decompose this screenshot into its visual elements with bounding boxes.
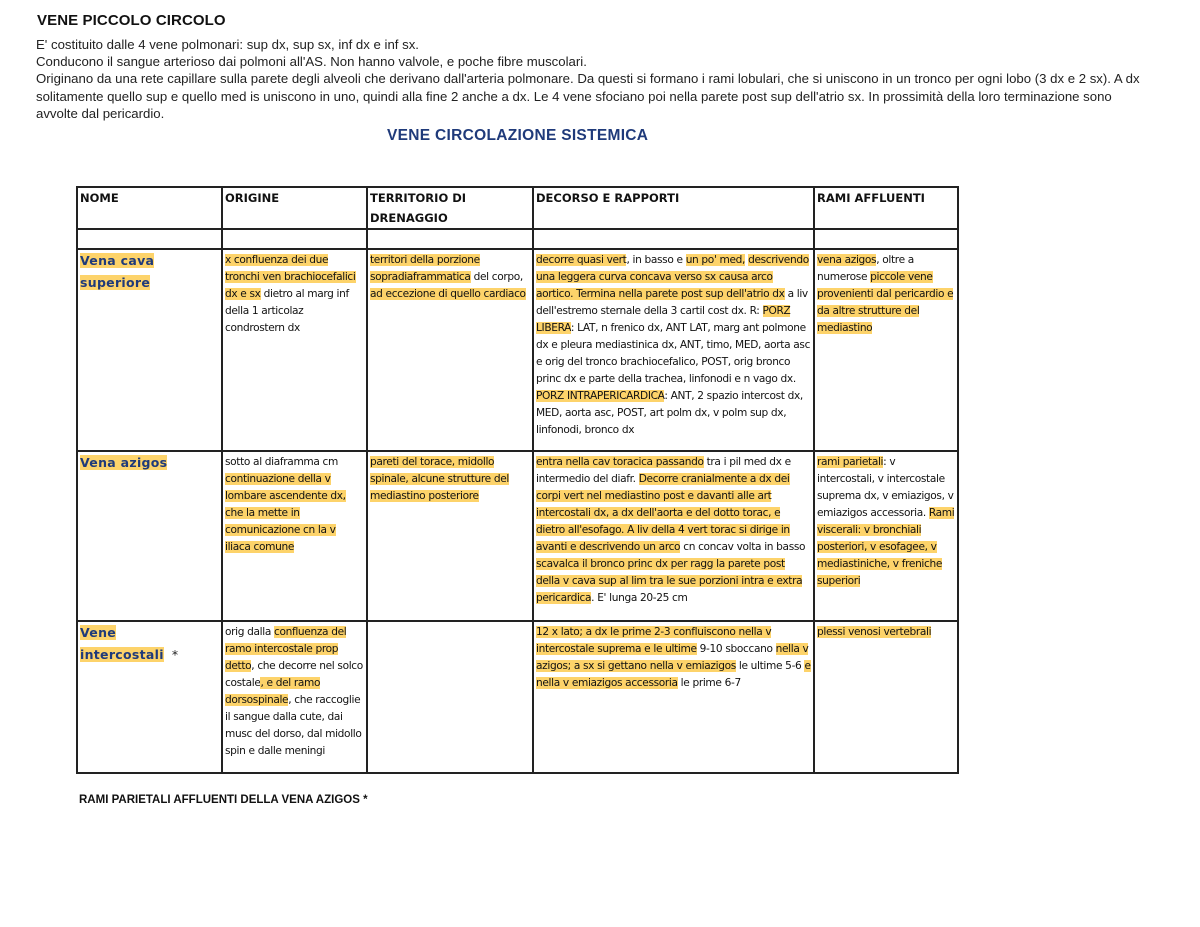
- empty-row: [77, 229, 958, 249]
- empty-cell: [367, 229, 533, 249]
- highlighted-text: x confluenza dei due tronchi ven brachiocefalici dx e sx: [225, 254, 356, 300]
- table-row: [77, 249, 958, 451]
- highlighted-text: ad eccezione di quello cardiaco: [370, 288, 526, 300]
- cell-text: del corpo,: [470, 271, 523, 283]
- cell-text: cn concav volta in basso: [680, 541, 806, 553]
- header-territorio: TERRITORIO DI DRENAGGIO: [367, 187, 533, 229]
- highlighted-text: 12 x lato; a dx le prime 2-3 confluiscono nella v intercostale suprema e le ultime: [536, 626, 772, 655]
- cell-text: . E' lunga 20-25 cm: [591, 592, 688, 604]
- highlighted-text: confluenza del ramo intercostale prop detto: [225, 626, 347, 672]
- intro-line: E' costituito dalle 4 vene polmonari: sup dx, sup sx, inf dx e inf sx.: [36, 37, 419, 52]
- intro-line: Originano da una rete capillare sulla parete degli alveoli che derivano dall'arteria polmonare. Da questi si formano i rami lobulari, che si uniscono in un tronco per ogni lobo (3 dx e 2 sx). A dx solitamente quello sup e quello med is uniscono in uno, quindi alla fine 2 anche a dx. Le 4 vene sfociano poi nella parete post sup dell'atrio sx. In prossimità della loro terminazione sono avvolte dal pericardio.: [36, 71, 1140, 121]
- rami-cell: [814, 451, 958, 621]
- row-name: Vena cava superiore: [80, 253, 155, 290]
- highlighted-text: vena azigos: [817, 254, 877, 266]
- page-title: VENE PICCOLO CIRCOLO: [37, 12, 226, 29]
- header-nome: NOME: [77, 187, 222, 229]
- highlighted-text: scavalca il bronco princ dx per ragg la parete post della v cava sup al lim tra le sue porzioni intra e extra pericardica: [536, 558, 803, 604]
- cell-text: dietro al marg inf della 1 articolaz condrostern dx: [225, 288, 349, 334]
- highlighted-text: descrivendo una leggera curva concava verso sx causa arco aortico. Termina nella parete post sup dell'atrio dx: [536, 254, 809, 300]
- veins-table: [76, 186, 959, 774]
- intro-line: Conducono il sangue arterioso dai polmoni all'AS. Non hanno valvole, e poche fibre muscolari.: [36, 54, 587, 70]
- origine-cell: [222, 249, 367, 451]
- cell-text: : ANT, 2 spazio intercost dx, MED, aorta asc, POST, art polm dx, v polm sup dx, linfonodi, bronco dx: [536, 390, 803, 436]
- cell-text: le ultime 5-6: [735, 660, 805, 672]
- highlighted-text: pareti del torace, midollo spinale, alcune strutture del mediastino posteriore: [370, 456, 509, 502]
- territorio-cell: [367, 451, 533, 621]
- territorio-cell: [367, 249, 533, 451]
- intro-text: [36, 36, 1146, 122]
- highlighted-text: Rami viscerali: v bronchiali posteriori, v esofagee, v mediastiniche, v freniche superiori: [817, 507, 955, 587]
- header-decorso: DECORSO E RAPPORTI: [533, 187, 814, 229]
- origine-cell: [222, 451, 367, 621]
- highlighted-text: entra nella cav toracica passando: [536, 456, 704, 468]
- row-name: Vene intercostali: [80, 625, 164, 662]
- territorio-cell: [367, 621, 533, 773]
- highlighted-text: PORZ INTRAPERICARDICA: [536, 390, 665, 402]
- highlighted-text: , e del ramo dorsospinale: [225, 677, 321, 706]
- cell-text: tra i pil med dx e intermedio del diafr.: [536, 456, 791, 485]
- empty-cell: [222, 229, 367, 249]
- highlighted-text: nella v azigos; a sx si gettano nella v emiazigos: [536, 643, 809, 672]
- cell-text: sotto al diaframma cm: [225, 456, 338, 468]
- empty-cell: [533, 229, 814, 249]
- empty-cell: [77, 229, 222, 249]
- highlighted-text: continuazione della v lombare ascendente dx, che la mette in comunicazione cn la v iliaca comune: [225, 473, 346, 553]
- row-name: Vena azigos: [80, 455, 168, 470]
- row-name-cell: [77, 249, 222, 451]
- decorso-cell: [533, 249, 814, 451]
- header-origine: ORIGINE: [222, 187, 367, 229]
- cell-text: le prime 6-7: [677, 677, 741, 689]
- cell-text: orig dalla: [225, 626, 274, 638]
- header-rami: RAMI AFFLUENTI: [814, 187, 958, 229]
- cell-text: , che decorre nel solco costale: [225, 660, 363, 689]
- row-name-cell: [77, 621, 222, 773]
- cell-text: : LAT, n frenico dx, ANT LAT, marg ant polmone dx e pleura mediastinica dx, ANT, timo, MED, aorta asc e orig del tronco brachiocefalico, POST, orig bronco princ dx e parte della trachea, linfonodi e n vago dx.: [536, 322, 811, 385]
- cell-text: , oltre a numerose: [817, 254, 914, 283]
- decorso-cell: [533, 451, 814, 621]
- row-name-cell: [77, 451, 222, 621]
- footer-heading: RAMI PARIETALI AFFLUENTI DELLA VENA AZIGOS *: [79, 794, 368, 806]
- highlighted-text: rami parietali: [817, 456, 884, 468]
- table-header-row: [77, 187, 958, 229]
- highlighted-text: Decorre cranialmente a dx dei corpi vert nel mediastino post e davanti alle art intercostali dx, a dx dell'aorta e del dotto torac, e dietro all'esofago. A liv della 4 vert torac si dirige in avanti e descrivendo un arco: [536, 473, 790, 553]
- cell-text: a liv dell'estremo sternale della 3 cartil cost dx. R:: [536, 288, 808, 317]
- row-name-star: *: [171, 647, 179, 662]
- decorso-cell: [533, 621, 814, 773]
- highlighted-text: e nella v emiazigos accessoria: [536, 660, 811, 689]
- highlighted-text: territori della porzione sopradiaframmatica: [370, 254, 480, 283]
- table-row: [77, 451, 958, 621]
- highlighted-text: piccole vene provenienti dal pericardio e da altre strutture del mediastino: [817, 271, 954, 334]
- empty-cell: [814, 229, 958, 249]
- cell-text: , che raccoglie il sangue dalla cute, dai musc del dorso, dal midollo spin e dalle meningi: [225, 694, 362, 757]
- highlighted-text: un po' med,: [685, 254, 746, 266]
- highlighted-text: decorre quasi vert: [536, 254, 627, 266]
- cell-text: 9-10 sboccano: [696, 643, 776, 655]
- rami-cell: [814, 621, 958, 773]
- highlighted-text: PORZ LIBERA: [536, 305, 791, 334]
- cell-text: , in basso e: [626, 254, 686, 266]
- section-heading: VENE CIRCOLAZIONE SISTEMICA: [387, 127, 649, 144]
- table-row: [77, 621, 958, 773]
- highlighted-text: plessi venosi vertebrali: [817, 626, 932, 638]
- rami-cell: [814, 249, 958, 451]
- cell-text: : v intercostali, v intercostale suprema dx, v emiazigos, v emiazigos accessoria.: [817, 456, 954, 519]
- origine-cell: [222, 621, 367, 773]
